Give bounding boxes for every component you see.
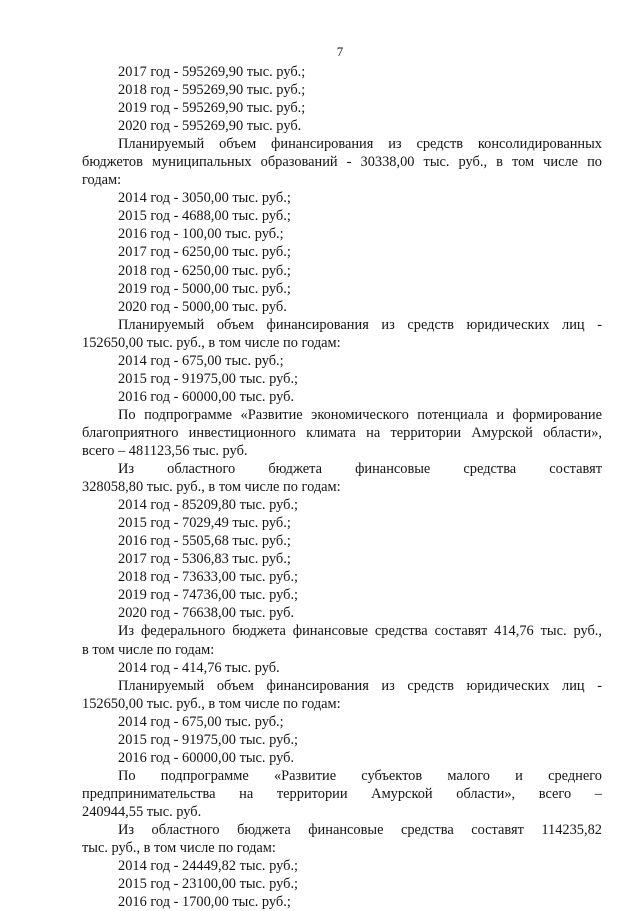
text-line: 152650,00 тыс. руб., в том числе по годам: [82,334,341,351]
text-line: Планируемый объем финансирования из средств юридических лиц - [118,316,602,333]
text-line: 2017 год - 6250,00 тыс. руб.; [118,244,291,261]
text-line: в том числе по годам: [82,641,215,658]
text-line: 2017 год - 5306,83 тыс. руб.; [118,551,291,568]
text-line: предпринимательства на территории Амурской области», всего – [82,785,602,802]
text-line: 2019 год - 5000,00 тыс. руб.; [118,280,291,297]
text-line: 2019 год - 595269,90 тыс. руб.; [118,100,306,117]
text-line: 2016 год - 60000,00 тыс. руб. [118,749,295,766]
text-line: Из областного бюджета финансовые средства составят [118,461,602,478]
text-line: 240944,55 тыс. руб. [82,803,202,820]
text-line: 2014 год - 414,76 тыс. руб. [118,659,280,676]
text-line: бюджетов муниципальных образований - 30338,00 тыс. руб., в том числе по [82,154,602,171]
text-line: тыс. руб., в том числе по годам: [82,840,276,857]
text-line: 2016 год - 1700,00 тыс. руб.; [118,894,291,911]
text-line: 2014 год - 675,00 тыс. руб.; [118,713,284,730]
text-line: По подпрограмме «Развитие экономического потенциала и формирование [118,406,602,423]
text-line: 2016 год - 60000,00 тыс. руб. [118,388,295,405]
text-line: 152650,00 тыс. руб., в том числе по годам: [82,695,341,712]
text-line: 2018 год - 595269,90 тыс. руб.; [118,82,306,99]
text-line: 2017 год - 595269,90 тыс. руб.; [118,64,306,80]
text-line: 2019 год - 74736,00 тыс. руб.; [118,587,299,604]
text-line: 2014 год - 3050,00 тыс. руб.; [118,190,291,207]
text-line: 2014 год - 85209,80 тыс. руб.; [118,497,299,514]
text-line: Планируемый объем финансирования из средств юридических лиц - [118,677,602,694]
text-line: 2016 год - 5505,68 тыс. руб.; [118,533,291,550]
page-number: 7 [336,44,344,59]
text-line: благоприятного инвестиционного климата на территории Амурской области», [82,424,602,441]
document-body [82,63,602,911]
text-line: 2018 год - 6250,00 тыс. руб.; [118,262,291,279]
text-line: 2015 год - 23100,00 тыс. руб.; [118,876,299,893]
text-line: 2020 год - 5000,00 тыс. руб. [118,298,287,315]
text-line: 328058,80 тыс. руб., в том числе по годам: [82,479,341,496]
text-line: 2015 год - 91975,00 тыс. руб.; [118,370,299,387]
text-line: 2015 год - 7029,49 тыс. руб.; [118,515,291,532]
text-line: 2020 год - 76638,00 тыс. руб. [118,605,295,622]
text-line: 2015 год - 4688,00 тыс. руб.; [118,208,291,225]
text-line: 2014 год - 24449,82 тыс. руб.; [118,858,299,875]
text-line: Планируемый объем финансирования из средств консолидированных [118,136,602,153]
text-line: 2018 год - 73633,00 тыс. руб.; [118,569,299,586]
text-line: Из областного бюджета финансовые средства составят 114235,82 [118,821,602,838]
text-line: 2020 год - 595269,90 тыс. руб. [118,118,302,135]
text-line: всего – 481123,56 тыс. руб. [82,442,248,459]
text-line: Из федерального бюджета финансовые средства составят 414,76 тыс. руб., [118,623,602,640]
text-line: По подпрограмме «Развитие субъектов малого и среднего [118,767,602,784]
text-line: 2014 год - 675,00 тыс. руб.; [118,352,284,369]
text-line: годам: [82,172,122,189]
text-line: 2016 год - 100,00 тыс. руб.; [118,226,284,243]
text-line: 2015 год - 91975,00 тыс. руб.; [118,731,299,748]
